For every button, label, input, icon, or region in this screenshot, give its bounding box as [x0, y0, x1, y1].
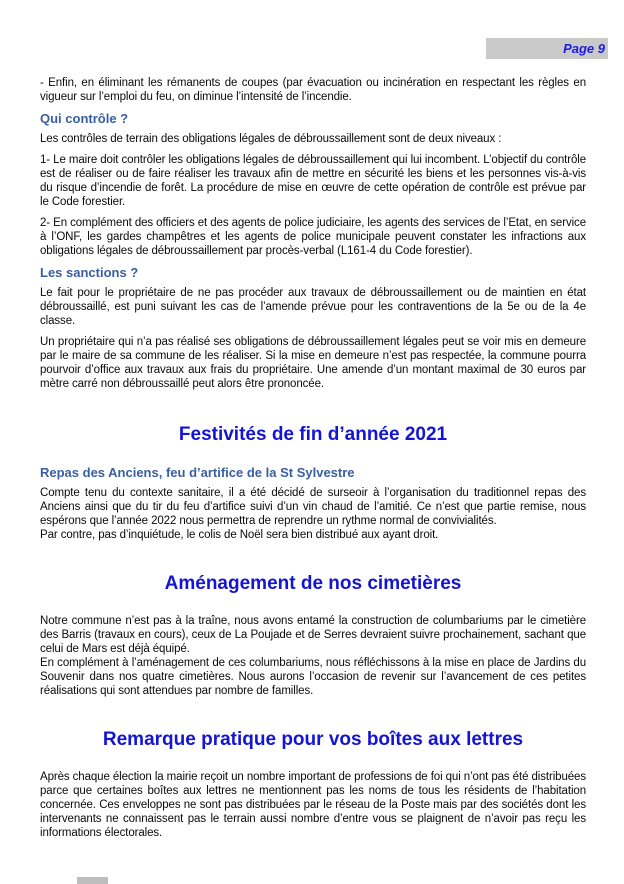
title-festivites-fin-annee: Festivités de fin d’année 2021 [178, 424, 448, 445]
heading-repas-des-anciens: Repas des Anciens, feu d’artifice de la St Sylvestre [40, 465, 355, 480]
paragraph-professions-de-foi: Après chaque élection la mairie reçoit un nombre important de professions de foi qui n’ont pas été distribuées parce que certaines boîtes aux lettres ne mentionnent pas les noms de tous les résidents de l’habitation concernée. Ces enveloppes ne sont pas distribuées par le réseau de la Poste mais par des sociétés dont les intervenants ne connaissent pas le terrain aussi nombre d’entre vous se plaignent de n’avoir pas reçu les informations électorales. [40, 771, 586, 839]
page-content [40, 76, 586, 847]
paragraph-amende-contraventions: Le fait pour le propriétaire de ne pas procéder aux travaux de débroussaillement ou de maintien en état débroussaillé, est puni suivant les cas de l’amende prévue pour les contraventions de la 5e ou de la 4e classe. [40, 287, 586, 327]
title-amenagement-cimetieres: Aménagement de nos cimetières [164, 573, 462, 594]
paragraph-colis-de-noel: Par contre, pas d’inquiétude, le colis de Noël sera bien distribué aux ayant droit. [40, 529, 439, 541]
paragraph-controle-maire: 1- Le maire doit contrôler les obligations légales de débroussaillement qui lui incombent. L’objectif du contrôle est de réaliser ou de faire réaliser les travaux afin de mettre en sécurité les biens et les personnes vis-à-vis du risque d’incendie de forêt. La procédure de mise en œuvre de cette opération de contrôle est prévue par le Code forestier. [40, 154, 586, 208]
paragraph-jardins-du-souvenir: En complément à l’aménagement de ces columbariums, nous réfléchissons à la mise en place de Jardins du Souvenir dans nos quatre cimetières. Nous aurons l’occasion de revenir sur l’avancement de ces petites réalisations qui sont attendues par nombre de familles. [40, 657, 586, 697]
paragraph-mise-en-demeure: Un propriétaire qui n’a pas réalisé ses obligations de débroussaillement légales peut se voir mis en demeure par le maire de sa commune de les réaliser. Si la mise en demeure n’est pas respectée, la commune pourra pourvoir d’office aux travaux aux frais du propriétaire. Une amende d’un montant maximal de 30 euros par mètre carré non débroussaillé peut alors être prononcée. [40, 336, 586, 390]
paragraph-agents-police: 2- En complément des officiers et des agents de police judiciaire, les agents des services de l’Etat, en service à l’ONF, les gardes champêtres et les agents de police municipale peuvent constater les infractions aux obligations légales de débroussaillement par procès-verbal (L161-4 du Code forestier). [40, 217, 586, 257]
page-number-label: Page 9 [563, 41, 605, 56]
paragraph-columbariums: Notre commune n’est pas à la traîne, nous avons entamé la construction de columbariums par le cimetière des Barris (travaux en cours), ceux de La Poujade et de Serres devraient suivre prochainement, sachant que celui de Mars est déjà équipé. [40, 615, 586, 655]
heading-qui-controle: Qui contrôle ? [40, 111, 129, 126]
bottom-gray-box [77, 877, 108, 884]
title-boites-aux-lettres: Remarque pratique pour vos boîtes aux lettres [102, 729, 524, 750]
paragraph-remanents-de-coupes: - Enfin, en éliminant les rémanents de coupes (par évacuation ou incinération en respectant les règles en vigueur sur l’emploi du feu, on diminue l’intensité de l’incendie. [40, 77, 586, 103]
paragraph-contexte-sanitaire: Compte tenu du contexte sanitaire, il a été décidé de surseoir à l’organisation du traditionnel repas des Anciens ainsi que du tir du feu d’artifice suivi d’un vin chaud de l’amitié. Ce n’est que partie remise, nous espérons que l’année 2022 nous permettra de reprendre un rythme normal de convivialités. [40, 487, 586, 527]
paragraph-controles-deux-niveaux: Les contrôles de terrain des obligations légales de débroussaillement sont de deux niveaux : [40, 133, 502, 145]
heading-les-sanctions: Les sanctions ? [40, 265, 139, 280]
page-number-box [486, 38, 608, 59]
